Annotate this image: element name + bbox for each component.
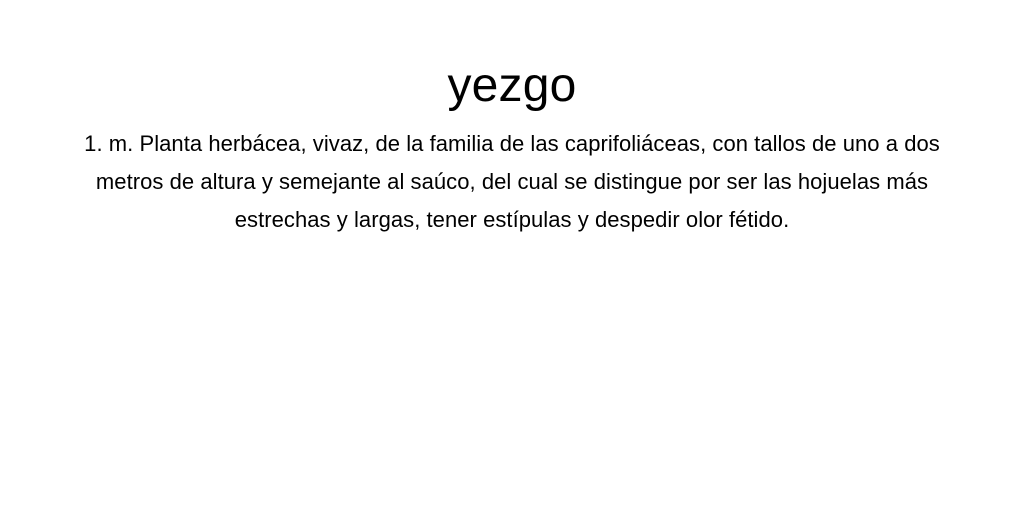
headword-title: yezgo	[447, 59, 577, 112]
dictionary-entry	[0, 0, 1024, 239]
definition-text: 1. m. Planta herbácea, vivaz, de la familia de las caprifoliáceas, con tallos de uno a dos metros de altura y semejante al saúco, del cual se distingue por ser las hojuelas más estrechas y largas, tener estípulas y despedir olor fétido.	[84, 131, 940, 232]
